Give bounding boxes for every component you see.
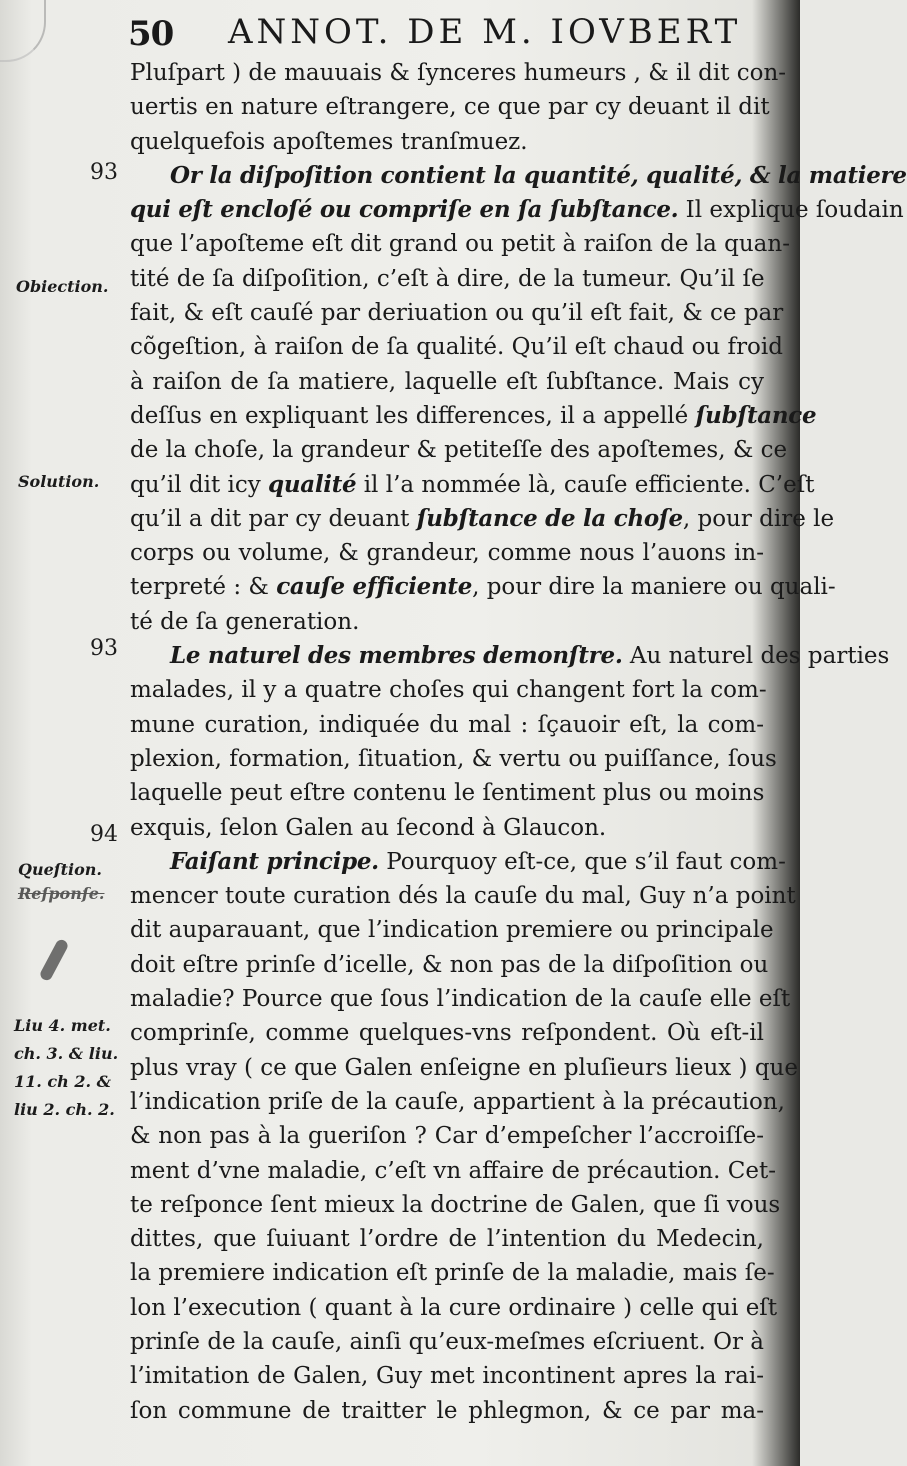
margin-reference: liu 2. ch. 2. (14, 1100, 115, 1119)
text-run: qu’il dit icy (130, 471, 269, 498)
margin-reference: ch. 3. & liu. (14, 1044, 119, 1063)
text-run: terpreté : & (130, 574, 277, 601)
running-title: ANNOT. DE M. IOVBERT (228, 12, 742, 52)
text-run: lon l’execution ( quant à la cure ordinaire ) celle qui eſt (130, 1294, 778, 1321)
margin-note-solution: Solution. (18, 472, 100, 491)
text-run: l’imitation de Galen, Guy met incontinent apres la rai- (130, 1363, 764, 1390)
text-line (130, 913, 774, 947)
text-run: Pluſpart ) de mauuais & ſynceres humeurs , & il dit con- (130, 60, 787, 86)
text-line (130, 742, 777, 776)
text-line (130, 125, 764, 159)
text-line (130, 776, 764, 810)
text-run: comprinſe, comme quelques-vns reſpondent. Où eſt-il (130, 1020, 764, 1047)
text-run: mencer toute curation dés la cauſe du mal, Guy n’a point (130, 883, 796, 910)
text-line (130, 1154, 776, 1188)
text-line (130, 948, 769, 982)
italic-run: ſubſtance de la choſe (416, 504, 683, 532)
margin-reference: Liu 4. met. (14, 1016, 111, 1035)
text-line (130, 982, 791, 1016)
text-run: tité de ſa diſpoſition, c’eſt à dire, de la tumeur. Qu’il ſe (130, 265, 765, 292)
text-line (130, 1222, 764, 1256)
text-line (130, 399, 817, 433)
text-line (130, 296, 784, 330)
text-line (130, 468, 815, 502)
text-run: dittes, que ſuiuant l’ordre de l’intention du Medecin, (130, 1226, 764, 1253)
text-line (130, 536, 764, 570)
text-line (130, 1256, 775, 1290)
text-run: mune curation, indiquée du mal : ſçauoir eſt, la com- (130, 711, 764, 738)
text-line (130, 193, 904, 227)
text-run: à raiſon de ſa matiere, laquelle eſt ſubſtance. Mais cy (130, 368, 764, 395)
text-run: prinſe de la cauſe, ainſi qu’eux-meſmes eſcriuent. Or à (130, 1328, 764, 1355)
text-run: & non pas à la gueriſon ? Car d’empeſcher l’accroiſſe- (130, 1123, 764, 1150)
text-line (130, 1291, 778, 1325)
italic-run: qui eſt encloſé ou compriſe en ſa ſubſtance. (130, 196, 679, 224)
italic-run: cauſe efficiente (276, 573, 473, 601)
body-text (130, 56, 907, 1428)
text-run: dit auparauant, que l’indication premiere ou principale (130, 917, 774, 944)
page-number: 50 (128, 14, 174, 54)
text-line (130, 90, 770, 124)
text-run: de la choſe, la grandeur & petiteſſe des apoſtemes, & ce (130, 437, 788, 464)
margin-note-question: Queſtion. (18, 860, 102, 879)
text-run: , pour dire le (682, 505, 835, 532)
italic-run: Le naturel des membres demonſtre. (170, 642, 623, 670)
text-line (130, 330, 783, 364)
text-line (130, 433, 788, 467)
text-line (130, 811, 764, 845)
paragraph-number: 94 (90, 822, 118, 847)
text-run: fait, & eſt cauſé par deriuation ou qu’il eſt fait, & ce par (130, 300, 784, 327)
text-line (130, 879, 796, 913)
text-line (130, 845, 786, 879)
text-run: il l’a nommée là, cauſe efficiente. C’eſt (356, 471, 815, 498)
text-line (130, 1051, 798, 1085)
text-line (130, 227, 790, 261)
text-run: corps ou volume, & grandeur, comme nous l’auons in- (130, 540, 764, 567)
text-line (130, 159, 907, 193)
text-run: l’indication priſe de la cauſe, appartient à la précaution, (130, 1088, 785, 1115)
text-run: la premiere indication eſt prinſe de la maladie, mais ſe- (130, 1260, 775, 1287)
text-run: ſon commune de traitter le phlegmon, & ce par ma- (130, 1397, 764, 1424)
paragraph-number: 93 (90, 636, 118, 661)
text-line (130, 262, 764, 296)
text-line (130, 1085, 785, 1119)
text-run: maladie? Pource que ſous l’indication de la cauſe elle eſt (130, 986, 791, 1013)
text-run: cõgeſtion, à raiſon de ſa qualité. Qu’il eſt chaud ou froid (130, 334, 783, 361)
text-line (130, 605, 764, 639)
text-run: deſſus en expliquant les differences, il a appellé (130, 402, 696, 429)
margin-note-objection: Obiection. (16, 277, 109, 296)
text-line (130, 1016, 764, 1050)
text-line (130, 639, 890, 673)
text-run: quelquefois apoſtemes tranſmuez. (130, 128, 528, 155)
text-run: te reſponce ſent mieux la doctrine de Galen, que ſi vous (130, 1191, 781, 1218)
text-run: Au naturel des parties (622, 643, 890, 670)
text-run: , pour dire la maniere ou quali- (472, 574, 836, 601)
text-run: exquis, ſelon Galen au ſecond à Glaucon. (130, 814, 607, 841)
text-run: malades, il y a quatre choſes qui changent fort la com- (130, 677, 767, 704)
text-line (130, 502, 835, 536)
margin-reference: 11. ch 2. & (14, 1072, 112, 1091)
text-run: ment d’vne maladie, c’eſt vn affaire de précaution. Cet- (130, 1157, 776, 1184)
text-run: Il explique ſoudain (678, 197, 904, 224)
page-header (0, 6, 800, 56)
paragraph-number: 93 (90, 160, 118, 185)
text-line (130, 1188, 781, 1222)
italic-run: qualité (268, 470, 357, 498)
text-run: té de ſa generation. (130, 608, 360, 635)
ink-smudge (38, 938, 69, 982)
text-run: uertis en nature eſtrangere, ce que par cy deuant il dit (130, 94, 770, 121)
text-run: plexion, formation, ſituation, & vertu ou puiſſance, ſous (130, 745, 777, 772)
italic-run: Faiſant principe. (170, 847, 379, 875)
text-line (130, 708, 764, 742)
italic-run: ſubſtance (695, 401, 817, 429)
text-line (130, 673, 767, 707)
text-line (130, 1394, 764, 1428)
text-run: que l’apoſteme eſt dit grand ou petit à raiſon de la quan- (130, 231, 790, 258)
text-run: Pourquoy eſt-ce, que s’il faut com- (378, 848, 786, 875)
text-line (130, 1359, 764, 1393)
italic-run: Or la diſpoſition contient la quantité, qualité, & la matiere (170, 161, 907, 189)
text-run: qu’il a dit par cy deuant (130, 505, 417, 532)
text-run: doit eſtre prinſe d’icelle, & non pas de la diſpoſition ou (130, 951, 769, 978)
text-line (130, 365, 764, 399)
text-line (130, 570, 836, 604)
text-line (130, 1119, 764, 1153)
text-run: plus vray ( ce que Galen enſeigne en pluſieurs lieux ) que (130, 1054, 798, 1081)
margin-note-response: Reſponſe. (18, 884, 105, 903)
text-line (130, 1325, 764, 1359)
text-run: laquelle peut eſtre contenu le ſentiment plus ou moins (130, 780, 765, 807)
text-line (130, 56, 787, 90)
